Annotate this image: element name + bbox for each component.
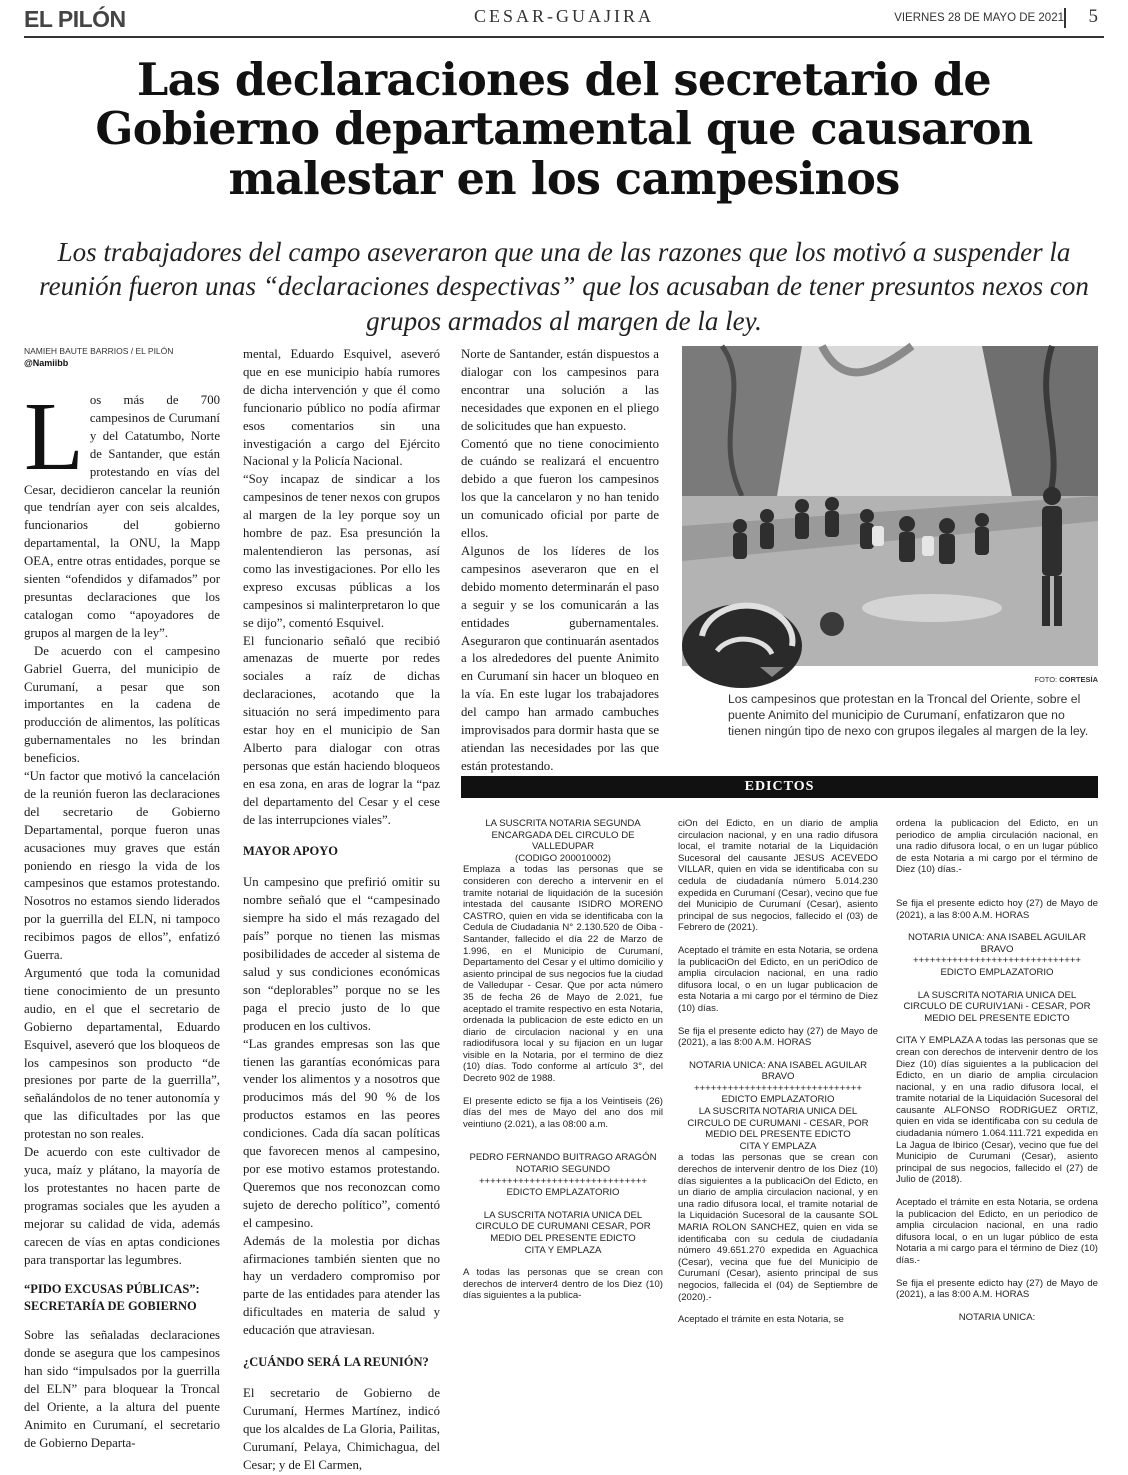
article-headline: Las declaraciones del secretario de Gobierno departamental que causaron malestar en los campesinos: [95, 54, 1033, 205]
article-paragraph: Además de la molestia por dichas afirmaciones también sienten que no hay un verdadero compromiso por parte de las entidades para atender las dificultades en materia de salud y educación que atraviesan.: [243, 1233, 440, 1338]
edicto-column-1: [463, 818, 663, 1313]
drop-cap: L: [24, 383, 84, 491]
edicto-separator: ++++++++++++++++++++++++++++++: [693, 1082, 863, 1094]
article-paragraph: De acuerdo con el campesino Gabriel Guerra, del municipio de Curumaní, a pesar que son importantes en la cadena de producción de alimentos, las políticas gubernamentales no les brindan beneficios.: [24, 643, 220, 766]
article-paragraph: Los más de 700 campesinos de Curumaní y del Catatumbo, Norte de Santander, que están protestando en vías del Cesar, decidieron cancelar la reunión que tendrían ayer con seis alcaldes, funcionarios del gobierno departamental, la ONU, la Mapp OEA, entre otras entidades, porque se sienten “ofendidos y difamados” por presuntas declaraciones que los catalogan como “apoyadores de grupos al margen de la ley”.: [24, 383, 220, 640]
edictos-banner: EDICTOS: [461, 776, 1098, 798]
page-number: 5: [1088, 6, 1098, 27]
edicto-signature: NOTARIA UNICA: ANA ISABEL AGUILAR BRAVO: [688, 1059, 868, 1083]
article-paragraph: Un campesino que prefirió omitir su nombre señaló que el “campesinado siempre ha sido el más rezagado del país” porque no tienen las mismas posibilidades de acceder al sistema de salud y sus condiciones económicas son “deplorables” porque no se les paga el precio justo de lo que producen en los cultivos.: [243, 875, 440, 1033]
edicto-text: CITA Y EMPLAZA A todas las personas que se crean con derechos de intervenir dentro de los Diez (10) días siguientes a la publicacion del Edicto, en un diario de amplia circulacion nacional, y en una radio difusora local, el tramite notarial de la Liquidación Sucesoral del causante ALFONSO RODRIGUEZ ORTIZ, quien en vida se identificaba con su cedula de ciudadania número 1.064.111.721 expedida en La Jagua de Ibirico (Cesar), vecino que fue del Municipio de Curumani (Cesar), asiento principal de sus negocios, fallecido el (27) de Julio de (2018).: [896, 1035, 1098, 1186]
edicto-text: Aceptado el trámite en esta Notaria, se ordena la publicaciOn del Edicto, en un periOdico de amplia circulacion nacional, en una radio difusora local, o en un lugar publicacion de esta Notaria a mi cargo por el término de Diez (10) días.: [678, 944, 878, 1014]
edicto-separator: ++++++++++++++++++++++++++++++: [478, 1175, 648, 1187]
edicto-heading: CITA Y EMPLAZA: [524, 1244, 602, 1256]
article-paragraph: De acuerdo con este cultivador de yuca, maíz y plátano, la mayoría de los protestantes no hacen parte de programas sociales que les ayuden a mejorar su calidad de vida, además carecen de vías en aptas condiciones para transportar las legumbres.: [24, 1145, 220, 1267]
edicto-column-2: [678, 818, 878, 1337]
article-paragraph: mental, Eduardo Esquivel, aseveró que en ese municipio había rumores de dicha intervención y que él como funcionario público no podía afirmar esos comentarios sin una investigación a cargo del Ejército Nacional y la Policía Nacional.: [243, 347, 440, 469]
edicto-signature-title: NOTARIO SEGUNDO: [515, 1164, 611, 1176]
edicto-text: a todas las personas que se crean con derechos de intervenir dentro de los Diez (10) días siguientes a la publicaciOn del Edicto, en un diario de amplia circulacion nacional, y en una radio difusora local, el tramite notarial de la Liquidación Sucesoral de la causante SOL MARIA ROLON SANCHEZ, quien en vida se identificaba con su cedula de ciudadanía número 49.651.270 expedida en Aguachica (Cesar), vecina que fue del Municipio de Curumaní (Cesar), asiento principal de sus negocios, fallecida el (04) de Septiembre de (2020).-: [678, 1152, 878, 1303]
edicto-heading: LA SUSCRITA NOTARIA UNICA DEL CIRCULO DE CURUMANI - CESAR, POR MEDIO DEL PRESENTE EDICTO: [687, 1106, 869, 1141]
article-paragraph: El secretario de Gobierno de Curumaní, Hermes Martínez, indicó que los alcaldes de La Gloria, Pailitas, Curumaní, Pelaya, Chimichagua, del Cesar; y de El Carmen,: [243, 1386, 440, 1472]
article-column-3: [461, 346, 659, 776]
issue-date: VIERNES 28 DE MAYO DE 2021: [894, 12, 1064, 24]
edicto-text: Aceptado el trámite en esta Notaria, se ordena la publicacion del Edicto, en un periodico de amplia circulacion nacional, en una radio difusora local, o en un lugar público de esta Notaria a mi cargo para el término de Diez (10) días.-: [896, 1197, 1098, 1266]
edicto-text: Se fija el presente edicto hoy (27) de Mayo de (2021), a las 8:00 A.M. HORAS: [896, 897, 1098, 921]
article-paragraph: Comentó que no tiene conocimiento de cuándo se realizará el encuentro debido a que fueron los campesinos los que la cancelaron y no han tenido un comunicado oficial por parte de ellos.: [461, 436, 659, 541]
article-paragraph: Sobre las señaladas declaraciones donde se asegura que los campesinos han sido “impulsados por la guerrilla del ELN” para bloquear la Troncal del Oriente, a la altura del puente Animito en Curumaní, el secretario de Gobierno Departa-: [24, 1328, 220, 1450]
edicto-text: Se fija el presente edicto hay (27) de Mayo de (2021), a las 8:00 A.M. HORAS: [678, 1025, 878, 1049]
section-name: CESAR-GUAJIRA: [473, 6, 654, 26]
edicto-text: Se fija el presente edicto hay (27) de Mayo de (2021), a las 8:00 A.M. HORAS: [896, 1277, 1098, 1301]
subheading: ¿CUÁNDO SERÁ LA REUNIÓN?: [243, 1355, 429, 1370]
edicto-text: A todas las personas que se crean con derechos de interver4 dentro de los Diez (10) días siguientes a la publica-: [463, 1267, 663, 1302]
photo-caption: Los campesinos que protestan en la Troncal del Oriente, sobre el puente Animito del municipio de Curumaní, enfatizaron que no tienen ningún tipo de nexo con grupos ilegales al margen de la ley.: [728, 692, 1089, 738]
byline: NAMIEH BAUTE BARRIOS / EL PILÓN: [24, 346, 174, 356]
edicto-heading: LA SUSCRITA NOTARIA UNICA DEL CIRCULO DE CURUMANI CESAR, POR MEDIO DEL PRESENTE EDICTO: [475, 1209, 651, 1244]
author-handle: @Namiibb: [24, 358, 69, 368]
edicto-text: Emplaza a todas las personas que se consideren con derecho a intervenir en el tramite notarial de liquidación de la sucesión intestada del causante ISIDRO MORENO CASTRO, quien en vida se identificaba con la Cedula de Ciudadania N° 2.130.520 de Oiba - Santander, fallecido el día 22 de Marzo de 1.996, en el Municipio de Curumaní, Departamento del Cesar y el ultimo domicilio y asiento principal de sus negocios fue la ciudad de Valledupar - Cesar. Que por acta número 35 de fecha 26 de Mayo de 2.021, fue aceptado el tramite respectivo en esta Notaria, ordenada la publicacion de este edicto en un diario de circulacion nacional y en una radiodifusora local y su fijacion en un lugar visible en la Notaria, por el termino de diez (10) días. Todo conforme al artículo 3°, del Decreto 902 de 1988.: [463, 864, 663, 1085]
newspaper-logo: EL PILÓN: [24, 6, 126, 32]
edicto-separator: ++++++++++++++++++++++++++++++: [912, 955, 1082, 967]
article-dek: Los trabajadores del campo aseveraron que una de las razones que los motivó a suspender la reunión fueron unas “declaraciones despectivas” que los acusaban de tener presuntos nexos con grupos armados al margen de la ley.: [39, 237, 1089, 336]
subheading: “PIDO EXCUSAS PÚBLICAS”: SECRETARÍA DE GOBIERNO: [24, 1282, 200, 1314]
edicto-heading: LA SUSCRITA NOTARIA SEGUNDA ENCARGADA DEL CIRCULO DE VALLEDUPAR: [485, 818, 641, 853]
edicto-heading: CITA Y EMPLAZA: [739, 1140, 817, 1152]
article-paragraph: Argumentó que toda la comunidad tiene conocimiento de un presunto audio, en el que el secretario de Gobierno departamental, Eduardo Esquivel, aseveró que los bloqueos de los campesinos son producto “de presiones por parte de la guerrilla”, señalándolos de no tener autonomía y que las dificultades por las que protestan no son reales.: [24, 966, 220, 1142]
article-paragraph: “Un factor que motivó la cancelación de la reunión fueron las declaraciones del secretario de Gobierno Departamental, porque fueron unas acusaciones muy graves que están poniendo en riesgo la vida de los campesinos que estamos protestando. Nosotros no estamos siendo liderados por la guerrilla del ELN, ni tampoco recibimos pagos de ellos”, enfatizó Guerra.: [24, 769, 220, 963]
edicto-title: EDICTO EMPLAZATORIO: [506, 1187, 620, 1199]
edicto-signature: NOTARIA UNICA: ANA ISABEL AGUILAR BRAVO: [907, 932, 1087, 955]
article-paragraph: Algunos de los líderes de los campesinos aseveraron que en el debido momento determinarán el paso a seguir y se los comunicarán a las entidades gubernamentales. Aseguraron que continuarán asentados a los alrededores del puente Animito en Curumaní sin hacer un bloqueo en la vía. En este lugar los trabajadores del campo han armado cambuches improvisados para dormir hasta que se atiendan las necesidades por las que están protestando.: [461, 543, 659, 773]
header-rule: [24, 36, 1104, 38]
article-paragraph: “Las grandes empresas son las que tienen las garantías económicas para vender los alimentos y a nosotros que producimos más del 90 % de los productos estamos en las peores condiciones. Cada día sacan políticas que favorecen menos al campesino, por ese motivo estamos protestando. Queremos que nos reconozcan como sujeto de derecho político”, comentó el campesino.: [243, 1036, 440, 1230]
photo-credit: FOTO: CORTESÍA: [1034, 675, 1098, 684]
edicto-column-3: [896, 818, 1098, 1323]
edicto-text: El presente edicto se fija a los Veintiseis (26) días del mes de Mayo del ano dos mil veintiuno (2.021), a las 08:00 a.m.: [463, 1095, 663, 1130]
caption-pointer: [760, 667, 784, 677]
edicto-code: (CODIGO 200010002): [515, 852, 611, 864]
article-photo: [682, 346, 1098, 666]
edicto-title: EDICTO EMPLAZATORIO: [940, 966, 1054, 978]
article-paragraph: “Soy incapaz de sindicar a los campesinos de tener nexos con grupos al margen de la ley porque soy un hombre de paz. Esa presunción la malentendieron las personas, así como las investigaciones. Por ello les expreso excusas públicas a los campesinos si malinterpretaron lo que se dijo”, comentó Esquivel.: [243, 472, 440, 630]
campesinos-photo-illustration: [682, 346, 1098, 666]
edicto-text: ordena la publicacion del Edicto, en un periodico de amplia circulación nacional, en una radio difusora local, o en un lugar público de esta Notaria a mi cargo por el término de Diez (10) días.-: [896, 818, 1098, 876]
edicto-heading: LA SUSCRITA NOTARIA UNICA DEL CIRCULO DE CURUIV1ANi - CESAR, POR MEDIO DEL PRESENTE EDICTO: [903, 989, 1091, 1024]
edicto-title: EDICTO EMPLAZATORIO: [721, 1094, 835, 1106]
edicto-signature: NOTARIA UNICA:: [958, 1311, 1036, 1323]
article-paragraph: Norte de Santander, están dispuestos a dialogar con los campesinos para encontrar una solución a las necesidades que exponen en el pliego de solicitudes que han expuesto.: [461, 347, 659, 433]
edicto-text: ciOn del Edicto, en un diario de amplia circulacion nacional, y en una radio difusora local, el tramite notarial de la Liquidación Sucesoral del causante JESUS ACEVEDO VILLAR, quien en vida se identificaba con su cedula de ciudadanía número 5.014.230 expedida en Curumaní (Cesar), vecino que fue del Municipio de Curumaní (Cesar), asiento principal de sus negocios, fallecido el (03) de Febrero de (2021).: [678, 818, 878, 934]
article-column-2: [243, 346, 440, 1475]
subheading: MAYOR APOYO: [243, 844, 339, 859]
edicto-text: Aceptado el trámite en esta Notaria, se: [678, 1314, 844, 1326]
header-separator: [1064, 8, 1066, 28]
edicto-signature: PEDRO FERNANDO BUITRAGO ARAGÓN: [469, 1152, 657, 1164]
article-column-1: [24, 383, 220, 1453]
article-paragraph: El funcionario señaló que recibió amenazas de muerte por redes sociales a raíz de dichas declaraciones, acotando que la situación no será impedimento para estar hoy en el municipio de San Alberto para dialogar con otras personas que están haciendo bloqueos en esa zona, en aras de lograr la “paz del departamento del Cesar y el cese de las interrupciones viales”.: [243, 633, 440, 827]
